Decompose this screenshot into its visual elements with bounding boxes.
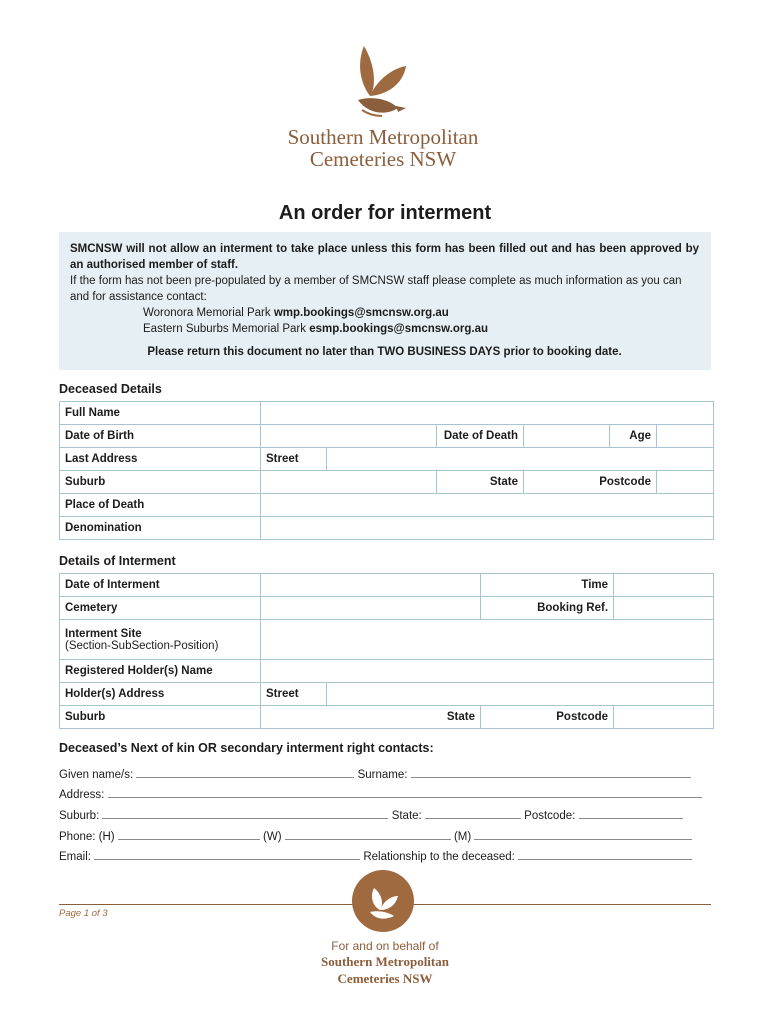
header-logo	[258, 38, 508, 170]
notice-warning: SMCNSW will not allow an interment to take place unless this form has been filled out and has been approved by an authorised member of staff.	[70, 243, 699, 271]
next-of-kin-heading: Deceased’s Next of kin OR secondary interment right contacts:	[59, 741, 434, 755]
suburb-input[interactable]	[261, 471, 437, 494]
kin-row-suburb	[59, 807, 683, 822]
page-number: Page 1 of 3	[59, 908, 108, 919]
relationship-label: Relationship to the deceased:	[363, 851, 515, 863]
interment-site-input[interactable]	[261, 620, 714, 660]
interment-site-title: Interment Site	[65, 627, 142, 640]
phone-home-field[interactable]	[118, 828, 260, 840]
kin-state-field[interactable]	[425, 807, 521, 819]
holder-name-label: Registered Holder(s) Name	[60, 660, 261, 683]
kin-row-email	[59, 848, 692, 863]
interment-date-input[interactable]	[261, 574, 481, 597]
contact-email-link[interactable]: wmp.bookings@smcnsw.org.au	[273, 307, 449, 319]
age-input[interactable]	[657, 425, 714, 448]
phone-work-label: (W)	[263, 831, 282, 843]
place-of-death-input[interactable]	[261, 494, 714, 517]
interment-details-heading: Details of Interment	[59, 554, 176, 568]
contact-name: Woronora Memorial Park	[143, 307, 271, 319]
kin-postcode-field[interactable]	[579, 807, 683, 819]
phone-mobile-label: (M)	[453, 831, 472, 843]
phone-home-label: Phone: (H)	[59, 831, 115, 843]
footer-brand-line2: Cemeteries NSW	[337, 971, 433, 986]
holder-street-input[interactable]	[327, 683, 714, 706]
street-input[interactable]	[327, 448, 714, 471]
return-deadline-text: Please return this document no later than TWO BUSINESS DAYS prior to booking date.	[147, 346, 622, 358]
holder-street-label: Street	[261, 683, 327, 706]
age-label: Age	[610, 425, 657, 448]
dod-label: Date of Death	[437, 425, 524, 448]
brand-name-line2: Cemeteries NSW	[309, 147, 457, 171]
phone-mobile-field[interactable]	[474, 828, 692, 840]
suburb-label: Suburb	[60, 471, 261, 494]
footer-brand-line1: Southern Metropolitan	[321, 954, 449, 969]
interment-details-table	[59, 573, 714, 729]
dob-input[interactable]	[261, 425, 437, 448]
surname-field[interactable]	[411, 766, 691, 778]
dove-icon	[352, 870, 414, 932]
footer-dove-badge	[352, 870, 414, 932]
denomination-input[interactable]	[261, 517, 714, 540]
surname-label: Surname:	[357, 769, 408, 781]
time-input[interactable]	[614, 574, 714, 597]
booking-ref-label: Booking Ref.	[481, 597, 614, 620]
interment-site-subtitle: (Section-SubSection-Position)	[65, 639, 219, 652]
denomination-label: Denomination	[60, 517, 261, 540]
street-label: Street	[261, 448, 327, 471]
kin-state-label: State:	[391, 810, 422, 822]
holder-name-input[interactable]	[261, 660, 714, 683]
phone-work-field[interactable]	[285, 828, 451, 840]
behalf-text: For and on behalf of	[331, 939, 439, 953]
contact-name: Eastern Suburbs Memorial Park	[143, 323, 306, 335]
full-name-input[interactable]	[261, 402, 714, 425]
email-label: Email:	[59, 851, 91, 863]
holder-address-label: Holder(s) Address	[60, 683, 261, 706]
holder-suburb-label: Suburb	[60, 706, 261, 729]
footer-behalf-block	[285, 939, 485, 987]
full-name-label: Full Name	[60, 402, 261, 425]
kin-suburb-label: Suburb:	[59, 810, 100, 822]
email-field[interactable]	[94, 848, 360, 860]
cemetery-input[interactable]	[261, 597, 481, 620]
notice-text: If the form has not been pre-populated by a member of SMCNSW staff please complete as much information as you can and for assistance contact:	[70, 275, 682, 303]
kin-postcode-label: Postcode:	[524, 810, 576, 822]
interment-date-label: Date of Interment	[60, 574, 261, 597]
given-name-field[interactable]	[136, 766, 354, 778]
dod-input[interactable]	[524, 425, 610, 448]
contact-email-link[interactable]: esmp.bookings@smcnsw.org.au	[309, 323, 489, 335]
given-name-label: Given name/s:	[59, 769, 134, 781]
state-label: State	[437, 471, 524, 494]
contact-woronora	[70, 305, 699, 321]
dob-label: Date of Birth	[60, 425, 261, 448]
holder-state-label: State	[261, 706, 481, 729]
contact-eastern-suburbs	[70, 321, 699, 337]
relationship-field[interactable]	[518, 848, 692, 860]
dove-leaf-logo-icon	[348, 38, 418, 120]
place-of-death-label: Place of Death	[60, 494, 261, 517]
last-address-label: Last Address	[60, 448, 261, 471]
kin-row-phone	[59, 828, 692, 843]
deceased-details-table	[59, 401, 714, 540]
postcode-input[interactable]	[657, 471, 714, 494]
notice-box	[59, 232, 711, 370]
page-title: An order for interment	[278, 202, 492, 224]
time-label: Time	[481, 574, 614, 597]
address-field[interactable]	[108, 786, 702, 798]
address-label: Address:	[59, 789, 105, 801]
interment-site-label	[60, 620, 261, 660]
booking-ref-input[interactable]	[614, 597, 714, 620]
kin-row-address	[59, 786, 702, 801]
kin-suburb-field[interactable]	[102, 807, 388, 819]
kin-row-names	[59, 766, 691, 781]
deceased-details-heading: Deceased Details	[59, 382, 162, 396]
brand-name-line1: Southern Metropolitan	[287, 125, 479, 149]
holder-postcode-input[interactable]	[614, 706, 714, 729]
postcode-label: Postcode	[524, 471, 657, 494]
holder-postcode-label: Postcode	[481, 706, 614, 729]
cemetery-label: Cemetery	[60, 597, 261, 620]
